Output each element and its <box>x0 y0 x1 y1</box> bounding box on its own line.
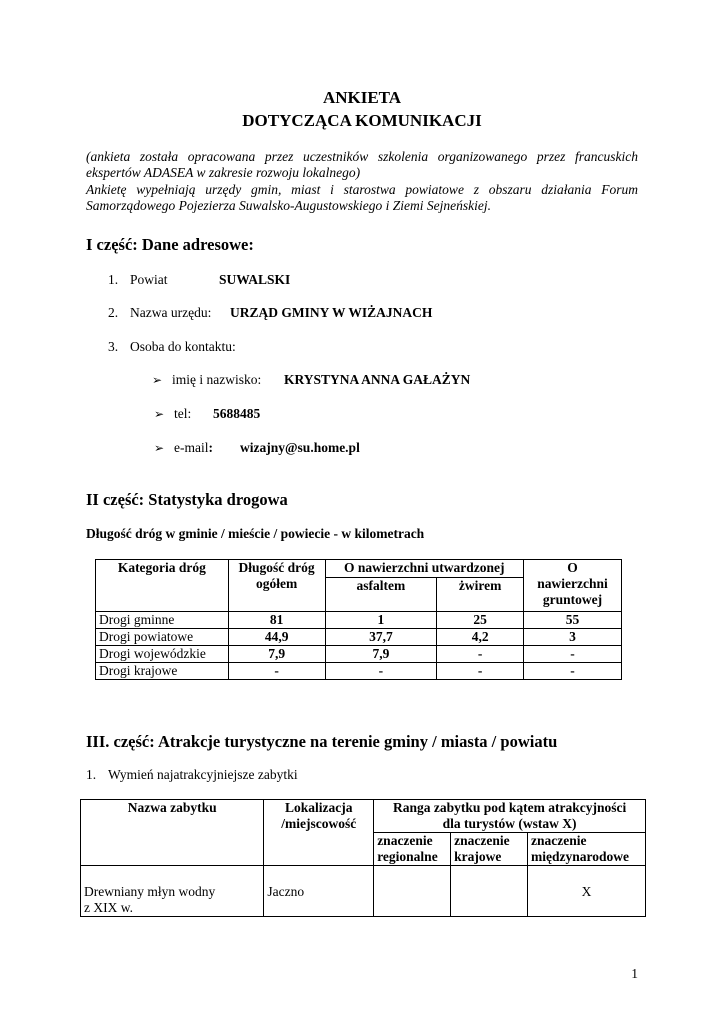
row-gravel: 4,2 <box>437 629 524 646</box>
road-statistics-table <box>95 559 622 680</box>
document-title-line2: DOTYCZĄCA KOMUNIKACJI <box>242 111 482 130</box>
arrow-bullet-icon: ➢ <box>154 441 165 455</box>
header-asphalt: asfaltem <box>325 578 437 612</box>
contact-email-row <box>154 440 360 456</box>
part2-heading: II część: Statystyka drogowa <box>86 490 288 509</box>
address-item-county <box>108 272 291 288</box>
header-total: Długość dróg ogółem <box>228 560 325 612</box>
monuments-item <box>86 767 298 783</box>
part2-subheading: Długość dróg w gminie / mieście / powiecie - w kilometrach <box>86 526 425 541</box>
row-ground: - <box>524 663 622 680</box>
header-gravel: żwirem <box>437 578 524 612</box>
intro-paragraph-2: Ankietę wypełniają urzędy gmin, miast i starostwa powiatowe z obszaru działania Forum Samorządowego Pojezierza Suwalsko-Augustowskiego i Ziemi Sejneńskiej. <box>86 182 638 213</box>
item-label: Wymień najatrakcyjniejsze zabytki <box>108 767 298 782</box>
contact-tel-row <box>154 406 261 422</box>
header-category: Kategoria dróg <box>96 560 229 612</box>
office-value: URZĄD GMINY W WIŻAJNACH <box>230 305 433 320</box>
contact-tel-value: 5688485 <box>213 406 261 421</box>
table-row <box>96 663 622 680</box>
page-number: 1 <box>631 966 638 981</box>
row-asphalt: 37,7 <box>325 629 437 646</box>
row-total: 7,9 <box>228 646 325 663</box>
header-ground: O nawierzchni gruntowej <box>524 560 622 612</box>
table-row <box>96 646 622 663</box>
document-title-line1: ANKIETA <box>322 88 402 107</box>
contact-tel-label: tel: <box>174 406 192 421</box>
table-row <box>96 612 622 629</box>
row-gravel: 25 <box>437 612 524 629</box>
part3-heading: III. część: Atrakcje turystyczne na terenie gminy / miasta / powiatu <box>86 732 558 751</box>
item-label: Powiat <box>130 272 168 287</box>
row-ground: - <box>524 646 622 663</box>
contact-name-label: imię i nazwisko: <box>172 372 262 387</box>
row-total: 81 <box>228 612 325 629</box>
item-number: 2. <box>108 305 119 320</box>
monument-regional <box>374 866 451 917</box>
row-category: Drogi powiatowe <box>96 629 229 646</box>
item-label: Osoba do kontaktu: <box>130 339 236 354</box>
county-value: SUWALSKI <box>219 272 291 287</box>
row-asphalt: - <box>325 663 437 680</box>
header-monument-name: Nazwa zabytku <box>81 800 264 866</box>
row-asphalt: 1 <box>325 612 437 629</box>
monument-name: Drewniany młyn wodny z XIX w. <box>81 866 264 917</box>
header-international: znaczenie międzynarodowe <box>528 833 646 866</box>
item-number: 1. <box>86 767 97 782</box>
header-paved: O nawierzchni utwardzonej <box>325 560 524 578</box>
row-category: Drogi wojewódzkie <box>96 646 229 663</box>
row-category: Drogi gminne <box>96 612 229 629</box>
row-gravel: - <box>437 663 524 680</box>
row-ground: 3 <box>524 629 622 646</box>
part1-heading: I część: Dane adresowe: <box>86 235 254 254</box>
header-rank: Ranga zabytku pod kątem atrakcyjności dla turystów (wstaw X) <box>374 800 646 833</box>
monument-international: X <box>528 866 646 917</box>
row-total: 44,9 <box>228 629 325 646</box>
header-location: Lokalizacja /miejscowość <box>264 800 374 866</box>
row-gravel: - <box>437 646 524 663</box>
monument-national <box>451 866 528 917</box>
address-item-contact <box>108 339 236 355</box>
row-category: Drogi krajowe <box>96 663 229 680</box>
contact-email-label: e-mail <box>174 440 209 455</box>
table-row <box>96 629 622 646</box>
header-national: znaczenie krajowe <box>451 833 528 866</box>
monument-location: Jaczno <box>264 866 374 917</box>
row-total: - <box>228 663 325 680</box>
row-asphalt: 7,9 <box>325 646 437 663</box>
row-ground: 55 <box>524 612 622 629</box>
arrow-bullet-icon: ➢ <box>152 373 163 387</box>
contact-email-colon: : <box>208 440 213 455</box>
item-label: Nazwa urzędu: <box>130 305 212 320</box>
monuments-table <box>80 799 646 917</box>
contact-email-value: wizajny@su.home.pl <box>240 440 360 455</box>
arrow-bullet-icon: ➢ <box>154 407 165 421</box>
header-regional: znaczenie regionalne <box>374 833 451 866</box>
intro-paragraph-1: (ankieta została opracowana przez uczestników szkolenia organizowanego przez francuskich ekspertów ADASEA w zakresie rozwoju lokalnego) <box>86 149 638 180</box>
address-item-office <box>108 305 433 321</box>
contact-name-row <box>152 372 471 388</box>
item-number: 1. <box>108 272 119 287</box>
contact-name-value: KRYSTYNA ANNA GAŁAŻYN <box>284 372 471 387</box>
item-number: 3. <box>108 339 119 354</box>
table-row <box>81 866 646 917</box>
